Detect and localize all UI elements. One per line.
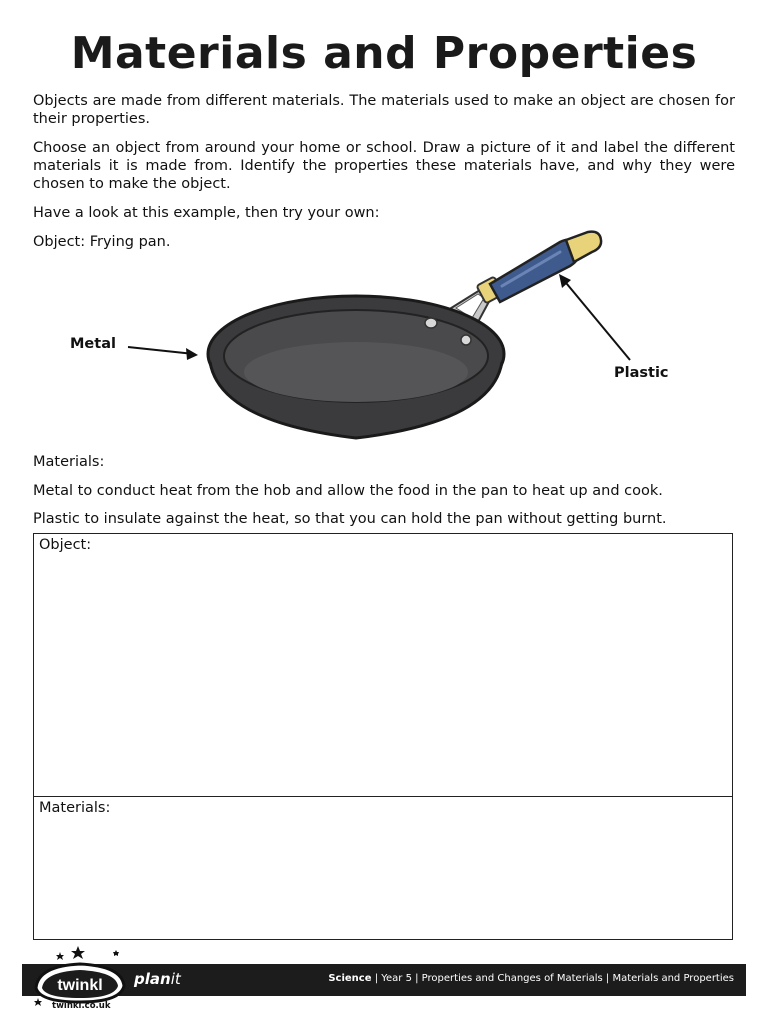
pan-handle xyxy=(490,240,578,302)
frying-pan-illustration xyxy=(60,222,700,447)
page-title: Materials and Properties xyxy=(70,28,698,79)
rivet xyxy=(425,318,437,328)
footer-breadcrumb-text: | Year 5 | Properties and Changes of Materials | Materials and Properties xyxy=(371,973,734,984)
footer-subject: Science xyxy=(328,973,372,984)
plastic-label: Plastic xyxy=(614,365,669,381)
metal-reason: Metal to conduct heat from the hob and allow the food in the pan to heat up and cook. xyxy=(33,483,663,499)
materials-writing-box[interactable] xyxy=(33,796,733,940)
plastic-reason: Plastic to insulate against the heat, so that you can hold the pan without getting burnt. xyxy=(33,511,667,527)
planit-bold: plan xyxy=(134,970,171,988)
object-drawing-box[interactable] xyxy=(33,533,733,797)
metal-label: Metal xyxy=(70,336,116,352)
planit-logo xyxy=(134,970,181,988)
twinkl-brand-text: twinkl xyxy=(57,977,103,994)
rivet xyxy=(461,335,471,345)
materials-heading: Materials: xyxy=(33,454,105,470)
footer-bar xyxy=(22,964,746,996)
materials-box-label: Materials: xyxy=(39,800,111,816)
example-object-line: Object: Frying pan. xyxy=(33,234,171,250)
task-paragraph: Choose an object from around your home or school. Draw a picture of it and label the different materials it is made from. Identify the properties these materials have, and why they were chosen to make the object. xyxy=(33,140,735,192)
handle-cap xyxy=(566,232,601,262)
planit-light: it xyxy=(170,970,181,988)
example-prompt: Have a look at this example, then try your own: xyxy=(33,205,380,221)
metal-arrow xyxy=(128,347,194,354)
twinkl-url: twinkl.co.uk xyxy=(52,1001,111,1011)
object-box-label: Object: xyxy=(39,537,92,553)
plastic-arrow xyxy=(562,278,630,360)
intro-paragraph: Objects are made from different materials. The materials used to make an object are chosen for their properties. xyxy=(33,93,735,127)
footer-breadcrumb xyxy=(328,973,734,984)
